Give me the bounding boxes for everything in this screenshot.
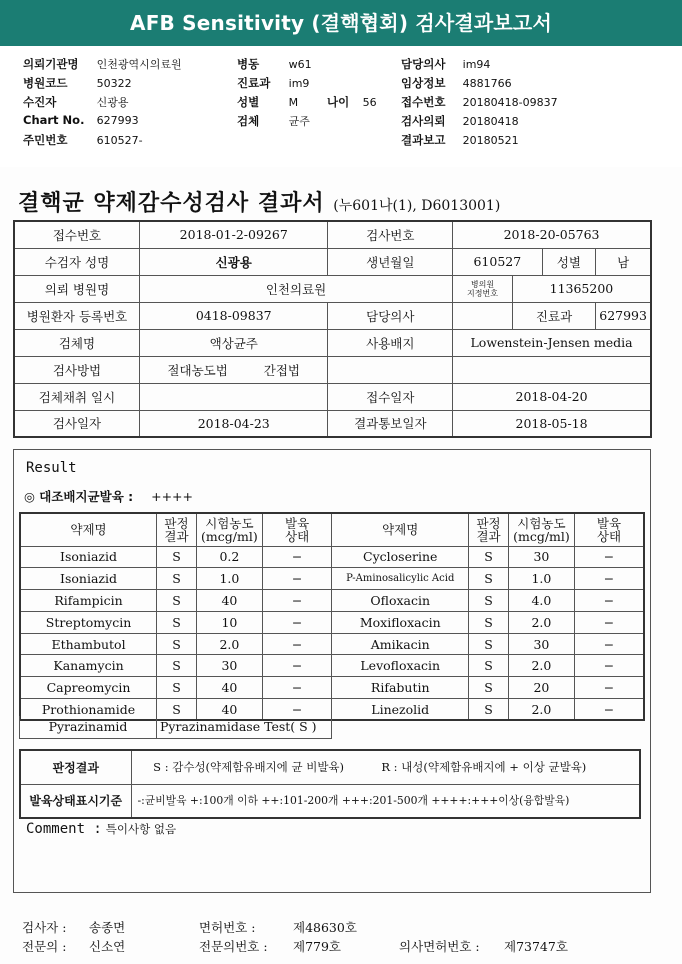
header-label: 결과보고: [401, 133, 446, 147]
patient-header: [0, 52, 682, 152]
drug-name: Prothionamide: [20, 699, 157, 721]
info-label: 진료과: [512, 302, 595, 329]
header-label: 담당의사: [401, 57, 446, 71]
drug-concentration: 2.0: [508, 611, 574, 633]
drug-growth: −: [262, 568, 332, 590]
drug-name: Kanamycin: [20, 655, 157, 677]
drug-growth: −: [574, 546, 644, 568]
info-value: [328, 356, 453, 383]
table-row: [14, 356, 651, 383]
drug-result: S: [469, 568, 509, 590]
header-row-resident-no: [23, 132, 143, 149]
drug-growth: −: [574, 568, 644, 590]
legend-table: [19, 749, 641, 819]
drug-growth: −: [574, 633, 644, 655]
info-value: 2018-04-23: [139, 410, 328, 437]
info-label: 검사방법: [14, 356, 139, 383]
report-title: [18, 186, 500, 217]
info-value: 0418-09837: [139, 302, 328, 329]
drug-name: Capreomycin: [20, 677, 157, 699]
drug-concentration: 1.0: [196, 568, 262, 590]
header-row-receipt-no: [401, 94, 558, 111]
col-header-concentration: [196, 513, 262, 546]
method-option: 간접법: [263, 362, 301, 378]
specimen-info-table: [13, 220, 652, 438]
info-label-line: 병의원: [470, 279, 495, 289]
drug-name: Streptomycin: [20, 611, 157, 633]
info-label: 검체채취 일시: [14, 383, 139, 410]
drug-name: Isoniazid: [20, 568, 157, 590]
info-label: 생년월일: [328, 248, 453, 275]
legend-resistant: R : 내성(약제함유배지에 + 이상 균발육): [381, 760, 587, 775]
drug-concentration: 30: [196, 655, 262, 677]
info-label: 검사번호: [328, 221, 453, 248]
drug-concentration: 40: [196, 677, 262, 699]
info-value: 610527: [453, 248, 542, 275]
colony-value: ++++: [151, 489, 194, 504]
drug-name: Levofloxacin: [332, 655, 469, 677]
header-value: w61: [288, 58, 312, 71]
header-line: 상태: [285, 528, 310, 544]
drug-result: S: [469, 633, 509, 655]
drug-growth: −: [574, 677, 644, 699]
col-header-verdict: [157, 513, 197, 546]
drug-growth: −: [262, 546, 332, 568]
header-value: M: [288, 96, 299, 109]
drug-concentration: 40: [196, 699, 262, 721]
drug-concentration: 2.0: [508, 655, 574, 677]
drug-result: S: [157, 699, 197, 721]
drug-growth: −: [262, 699, 332, 721]
drug-growth: −: [574, 611, 644, 633]
header-label: 검체: [237, 114, 260, 128]
header-value: 50322: [96, 77, 132, 90]
drug-growth: −: [574, 590, 644, 612]
header-value: 56: [362, 96, 377, 109]
table-row: [20, 568, 644, 590]
drug-name: Pyrazinamid: [20, 716, 157, 738]
header-value: 627993: [96, 114, 139, 127]
header-label: 나이: [327, 95, 350, 109]
header-row-report-date: [401, 132, 519, 149]
col-header-drug: 약제명: [20, 513, 157, 546]
drug-concentration: 30: [508, 633, 574, 655]
header-value: 신광용: [96, 96, 129, 109]
drug-result: S: [157, 611, 197, 633]
drug-name: P-Aminosalicylic Acid: [332, 568, 469, 590]
drug-concentration: 0.2: [196, 546, 262, 568]
drug-growth: −: [262, 611, 332, 633]
pyrazinamidase-test: Pyrazinamidase Test( S ): [160, 719, 317, 734]
header-line: (mcg/ml): [201, 528, 258, 544]
info-value: [139, 356, 328, 383]
specialist-label: 전문의 :: [22, 939, 67, 954]
examiner-label: 검사자 :: [22, 920, 67, 935]
header-line: 결과: [164, 528, 189, 544]
info-label: 병원환자 등록번호: [14, 302, 139, 329]
legend-text: [131, 750, 640, 784]
table-row: [14, 329, 651, 356]
info-value: 2018-05-18: [453, 410, 651, 437]
drug-name: Rifabutin: [332, 677, 469, 699]
info-label: 접수번호: [14, 221, 139, 248]
info-value: 627993: [596, 302, 651, 329]
info-value: Lowenstein-Jensen media: [453, 329, 651, 356]
table-row: [14, 221, 651, 248]
drug-concentration: 1.0: [508, 568, 574, 590]
header-row-sex: [237, 94, 298, 111]
info-value: 2018-20-05763: [453, 221, 651, 248]
header-value: 610527-: [96, 134, 143, 147]
header-line: 시험농도: [205, 515, 254, 531]
table-row: [20, 611, 644, 633]
header-label: 의뢰기관명: [23, 57, 79, 71]
drug-result: S: [157, 546, 197, 568]
table-row: [14, 302, 651, 329]
drug-result: S: [469, 677, 509, 699]
specialist-number: 제779호: [293, 939, 342, 954]
col-header-drug: 약제명: [332, 513, 469, 546]
drug-result: S: [157, 677, 197, 699]
report-banner-title: AFB Sensitivity (결핵협회) 검사결과보고서: [0, 0, 682, 46]
info-label: 수검자 성명: [14, 248, 139, 275]
info-value: 2018-01-2-09267: [139, 221, 328, 248]
drug-growth: −: [574, 655, 644, 677]
col-header-verdict: [469, 513, 509, 546]
drug-name: Ofloxacin: [332, 590, 469, 612]
table-row: [20, 546, 644, 568]
drug-result: S: [157, 655, 197, 677]
header-line: 발육: [285, 515, 310, 531]
report-title-text: 결핵균 약제감수성검사 결과서: [18, 191, 325, 216]
drug-result: S: [469, 699, 509, 721]
drug-result: S: [469, 611, 509, 633]
header-label: 성별: [237, 95, 260, 109]
specialist-no-label: 전문의번호 :: [199, 939, 268, 954]
drug-concentration: 20: [508, 677, 574, 699]
license-label: 면허번호 :: [199, 920, 256, 935]
drug-growth: −: [262, 633, 332, 655]
header-value: im94: [462, 58, 491, 71]
header-row-doctor: [401, 56, 490, 73]
license-number: 제48630호: [293, 920, 357, 935]
legend-susceptible: S : 감수성(약제함유배지에 균 비발육): [153, 760, 345, 775]
drug-name: Cycloserine: [332, 546, 469, 568]
info-label: [453, 275, 513, 302]
header-row-patient: [23, 94, 129, 111]
info-label: 검사일자: [14, 410, 139, 437]
drug-name: Isoniazid: [20, 546, 157, 568]
table-row: [14, 383, 651, 410]
legend-label: 판정결과: [20, 750, 131, 784]
col-header-growth: [574, 513, 644, 546]
col-header-concentration: [508, 513, 574, 546]
drug-growth: −: [262, 677, 332, 699]
comment-text: 특이사항 없음: [105, 822, 177, 836]
header-label: Chart No.: [23, 113, 85, 127]
header-value: 20180521: [462, 134, 519, 147]
drug-result: S: [469, 655, 509, 677]
drug-concentration: 30: [508, 546, 574, 568]
header-line: 시험농도: [517, 515, 566, 531]
drug-concentration: 10: [196, 611, 262, 633]
specialist-name: 신소연: [89, 939, 126, 954]
header-line: 발육: [596, 515, 622, 531]
header-row-chart-no: [23, 113, 139, 130]
legend-label: 발육상태표시기준: [20, 784, 131, 818]
drug-name: Moxifloxacin: [332, 611, 469, 633]
header-row-age: [327, 94, 377, 111]
drug-growth: −: [574, 699, 644, 721]
header-row-institution: [23, 56, 182, 73]
drug-result: S: [157, 590, 197, 612]
drug-result: S: [157, 633, 197, 655]
drug-concentration: 4.0: [508, 590, 574, 612]
info-label-line: 지정번호: [467, 288, 498, 298]
info-label: 검체명: [14, 329, 139, 356]
drug-result: S: [469, 546, 509, 568]
header-label: 병동: [237, 57, 260, 71]
header-line: 판정: [164, 515, 189, 531]
header-row-specimen: [237, 113, 310, 130]
info-label: 담당의사: [328, 302, 453, 329]
control-colony-growth: [24, 487, 193, 505]
drug-name: Ethambutol: [20, 633, 157, 655]
pyrazinamide-row: [19, 716, 332, 739]
header-label: 병원코드: [23, 76, 68, 90]
info-value: 2018-04-20: [453, 383, 651, 410]
header-row-hospital-code: [23, 75, 132, 92]
drug-concentration: 2.0: [196, 633, 262, 655]
examiner-name: 송종면: [89, 920, 126, 935]
info-label: 사용배지: [328, 329, 453, 356]
drug-name: Rifampicin: [20, 590, 157, 612]
drug-name: Amikacin: [332, 633, 469, 655]
comment-label: Comment :: [26, 821, 102, 837]
table-row: [20, 784, 640, 818]
info-value: [139, 383, 328, 410]
drug-result: S: [157, 568, 197, 590]
table-row: [14, 275, 651, 302]
table-row: [20, 633, 644, 655]
header-value: 인천광역시의료원: [96, 58, 182, 71]
drug-concentration: 40: [196, 590, 262, 612]
doctor-license-label: 의사면허번호 :: [399, 939, 480, 954]
info-label: 결과통보일자: [328, 410, 453, 437]
info-value: 남: [596, 248, 651, 275]
doctor-license-number: 제73747호: [504, 939, 568, 954]
col-header-growth: [262, 513, 332, 546]
header-row-ward: [237, 56, 312, 73]
result-heading: Result: [26, 460, 77, 476]
info-value: 액상균주: [139, 329, 328, 356]
header-label: 임상정보: [401, 76, 446, 90]
info-label: 접수일자: [328, 383, 453, 410]
header-row-request-date: [401, 113, 519, 130]
header-line: 결과: [476, 528, 501, 544]
header-row-clinical-info: [401, 75, 512, 92]
comment-line: [26, 820, 176, 837]
drug-growth: −: [262, 655, 332, 677]
header-label: 진료과: [237, 76, 271, 90]
table-row: [14, 410, 651, 437]
drug-name: Linezolid: [332, 699, 469, 721]
info-label: 성별: [542, 248, 596, 275]
header-row-department: [237, 75, 309, 92]
header-line: 상태: [596, 528, 622, 544]
header-label: 수진자: [23, 95, 57, 109]
header-value: 20180418-09837: [462, 96, 558, 109]
info-value: [453, 356, 651, 383]
info-value: 인천의료원: [139, 275, 452, 302]
drug-concentration: 2.0: [508, 699, 574, 721]
table-row: [14, 248, 651, 275]
table-row: [20, 677, 644, 699]
header-label: 주민번호: [23, 133, 68, 147]
legend-growth-text: -:균비발육 +:100개 이하 ++:101-200개 +++:201-500개 ++++:+++이상(융합발육): [131, 784, 640, 818]
drug-growth: −: [262, 590, 332, 612]
header-value: 균주: [288, 115, 310, 128]
info-value: 신광용: [139, 248, 328, 275]
header-value: 20180418: [462, 115, 519, 128]
drug-susceptibility-table: [19, 512, 645, 721]
header-line: (mcg/ml): [513, 528, 570, 544]
table-row: [20, 750, 640, 784]
header-value: 4881766: [462, 77, 512, 90]
header-value: im9: [288, 77, 310, 90]
report-subtitle: (누601나(1), D6013001): [333, 198, 501, 214]
info-label: 의뢰 병원명: [14, 275, 139, 302]
header-label: 접수번호: [401, 95, 446, 109]
colony-label: ◎ 대조배지균발육 :: [24, 489, 134, 504]
info-value: [453, 302, 513, 329]
drug-result: S: [469, 590, 509, 612]
header-label: 검사의뢰: [401, 114, 446, 128]
header-line: 판정: [476, 515, 501, 531]
table-header-row: [20, 513, 644, 546]
info-value: 11365200: [512, 275, 651, 302]
table-row: [20, 655, 644, 677]
method-option: 절대농도법: [167, 362, 228, 378]
table-row: [20, 590, 644, 612]
